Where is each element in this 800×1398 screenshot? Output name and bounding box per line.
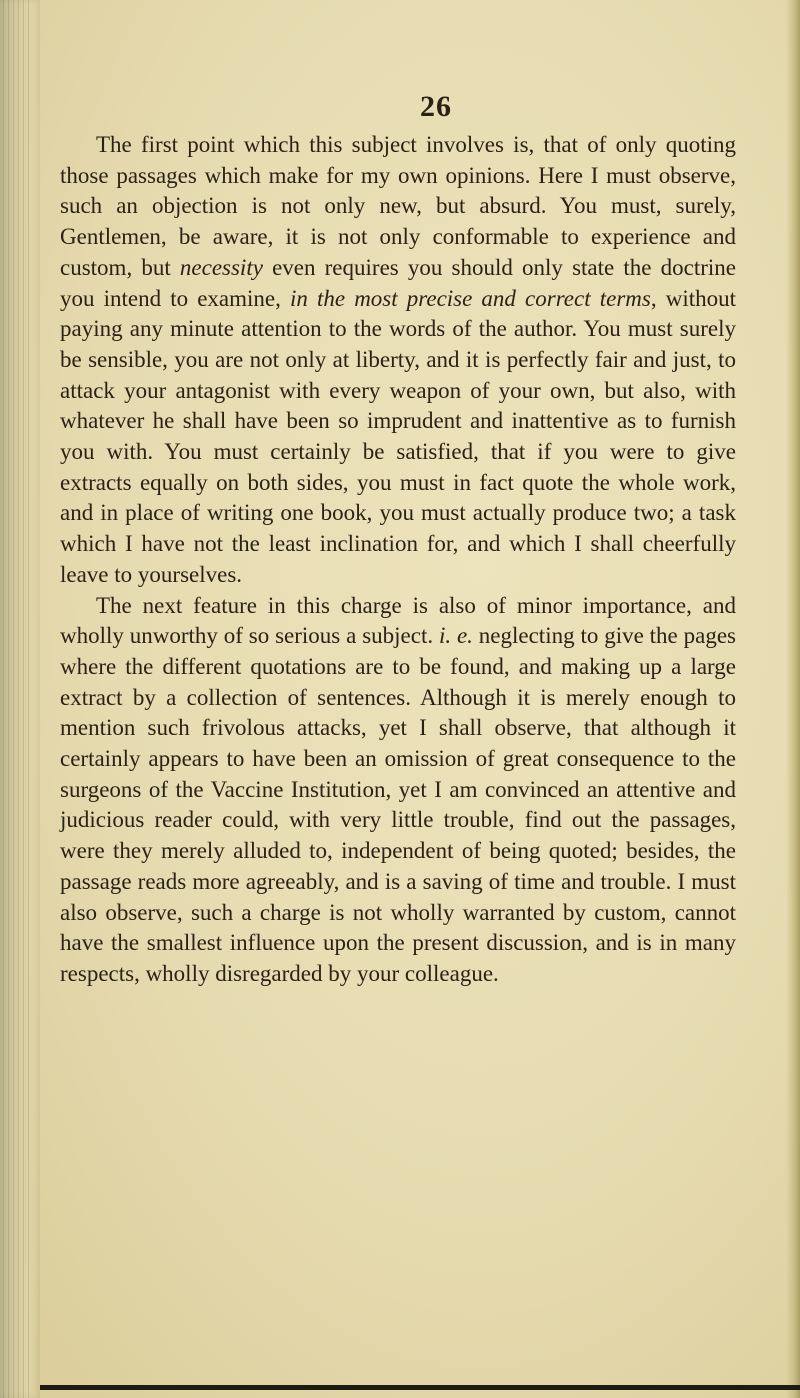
paragraph-1-text-c: , without paying any minute attention to the words of the author. You must surely be sensible, you are not only at liberty, and it is perfectly fair and just, to attack your antagonist with every weapon of your own, but also, with whatever he shall have been so imprudent and inattentive as to furnish you with. You must certainly be satisfied, that if you were to give extracts equally on both sides, you must in fact quote the whole work, and in place of writing one book, you must actually produce two; a task which I have not the least inclination for, and which I shall cheerfully leave to yourselves.	[60, 285, 736, 587]
paragraph-2-text-b: neglecting to give the pages where the different quotations are to be found, and making up a large extract by a collection of sentences. Although it is merely enough to mention such frivolous attacks, yet I shall observe, that although it certainly appears to have been an omission of great consequence to the surgeons of the Vaccine Institution, yet I am convinced an attentive and judicious reader could, with very little trouble, find out the passages, were they merely alluded to, independent of being quoted; besides, the passage reads more agreeably, and is a saving of time and trouble. I must also observe, such a charge is not wholly warranted by custom, cannot have the smallest influence upon the present discussion, and is in many respects, wholly disregarded by your colleague.	[60, 623, 736, 986]
paragraph-2-italic-ie: i. e.	[438, 623, 473, 649]
paragraph-2	[60, 591, 736, 990]
page-right-edge	[786, 0, 800, 1398]
paragraph-1-italic-phrase: in the most precise and correct terms	[289, 285, 651, 311]
paragraph-1-text-a: The first point which this subject involves is, that of only quoting those passages which make for my own opinions. Here I must observe, such an objection is not only new, but absurd. You must, surely, Gentlemen, be aware, it is not only conformable to experience and custom, but	[60, 132, 736, 280]
book-spine-edge	[0, 0, 40, 1398]
paragraph-2-text-a: The next feature in this charge is also of minor importance, and wholly unworthy of so serious a subject.	[60, 592, 736, 649]
body-text	[60, 130, 736, 990]
spine-texture	[3, 0, 29, 1398]
page-number	[0, 90, 800, 124]
page-number-text: 26	[420, 90, 452, 123]
paragraph-1-text-b: even requires you should only state the doctrine you intend to examine,	[60, 254, 736, 311]
bottom-rule	[40, 1385, 800, 1390]
paragraph-1	[60, 130, 736, 591]
paragraph-1-italic-necessity: necessity	[179, 254, 263, 280]
